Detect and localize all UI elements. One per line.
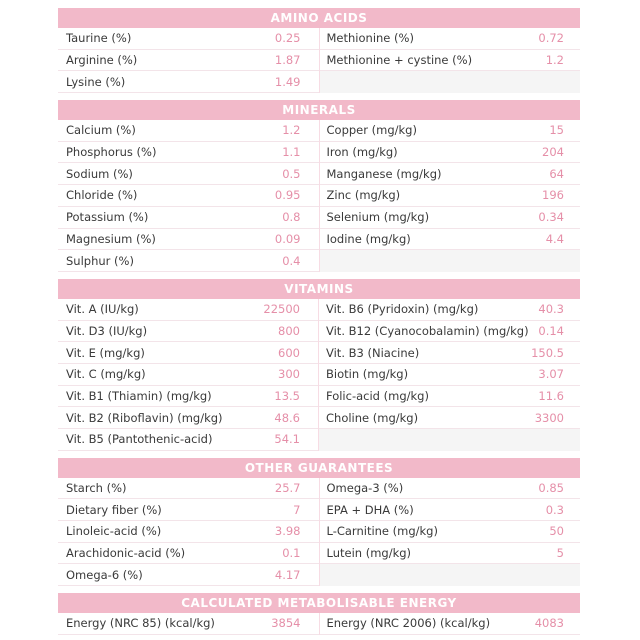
nutrient-value: 0.14 <box>538 323 564 338</box>
table-row <box>58 299 318 321</box>
table-row <box>319 342 580 364</box>
nutrient-value: 0.8 <box>282 210 301 225</box>
nutrient-label: Vit. B5 (Pantothenic-acid) <box>66 432 213 447</box>
section <box>58 8 580 93</box>
nutrient-label: Magnesium (%) <box>66 231 156 246</box>
nutrition-table <box>58 8 580 635</box>
table-row <box>320 185 581 207</box>
nutrient-value: 150.5 <box>531 345 564 360</box>
table-row <box>58 386 318 408</box>
nutrient-label: Vit. B12 (Cyanocobalamin) (mg/kg) <box>326 323 529 338</box>
right-column <box>320 120 581 272</box>
table-row <box>319 407 580 429</box>
table-row <box>58 229 319 251</box>
nutrient-value: 22500 <box>263 302 300 317</box>
table-row <box>58 564 319 586</box>
table-row <box>58 142 319 164</box>
nutrient-value: 0.09 <box>274 231 301 246</box>
nutrient-label: Arachidonic-acid (%) <box>66 546 186 561</box>
table-row <box>58 429 318 451</box>
nutrient-value: 0.34 <box>538 210 564 225</box>
nutrient-value: 0.3 <box>545 502 564 517</box>
table-row <box>320 478 581 500</box>
left-column <box>58 120 320 272</box>
nutrient-label: Vit. B3 (Niacine) <box>326 345 420 360</box>
right-column <box>319 299 580 451</box>
section <box>58 100 580 272</box>
empty-cell <box>319 429 580 451</box>
table-row <box>320 229 581 251</box>
nutrient-label: Chloride (%) <box>66 188 138 203</box>
nutrient-value: 64 <box>549 166 564 181</box>
nutrient-value: 13.5 <box>274 388 300 403</box>
right-column <box>320 478 581 586</box>
nutrient-label: Folic-acid (mg/kg) <box>326 388 429 403</box>
table-row <box>58 521 319 543</box>
nutrient-label: Vit. D3 (IU/kg) <box>66 323 148 338</box>
table-row <box>58 163 319 185</box>
section-title: MINERALS <box>58 100 580 120</box>
table-row <box>58 250 319 272</box>
nutrient-label: Linoleic-acid (%) <box>66 524 162 539</box>
nutrient-value: 0.4 <box>282 253 301 268</box>
table-row <box>320 120 581 142</box>
table-row <box>58 50 319 72</box>
section-body <box>58 299 580 451</box>
table-row <box>58 185 319 207</box>
left-column <box>58 28 320 93</box>
nutrient-label: Arginine (%) <box>66 53 138 68</box>
table-row <box>320 207 581 229</box>
table-row <box>319 364 580 386</box>
table-row <box>320 50 581 72</box>
section <box>58 279 580 451</box>
table-row <box>319 321 580 343</box>
nutrient-label: Iodine (mg/kg) <box>326 231 411 246</box>
right-column <box>320 613 581 635</box>
table-row <box>58 207 319 229</box>
table-row <box>58 613 319 635</box>
nutrient-label: Sulphur (%) <box>66 253 134 268</box>
section <box>58 593 580 635</box>
table-row <box>319 386 580 408</box>
nutrient-label: Vit. E (mg/kg) <box>66 345 145 360</box>
nutrient-label: Vit. C (mg/kg) <box>66 367 146 382</box>
nutrient-value: 3854 <box>271 616 301 631</box>
nutrient-value: 3300 <box>534 410 564 425</box>
nutrient-label: Vit. B6 (Pyridoxin) (mg/kg) <box>326 302 479 317</box>
nutrient-value: 0.1 <box>282 546 301 561</box>
nutrient-value: 0.25 <box>274 31 301 46</box>
table-row <box>58 499 319 521</box>
nutrient-label: Manganese (mg/kg) <box>326 166 442 181</box>
table-row <box>58 28 319 50</box>
nutrient-value: 196 <box>542 188 564 203</box>
nutrient-value: 3.98 <box>274 524 301 539</box>
nutrient-label: Zinc (mg/kg) <box>326 188 401 203</box>
table-row <box>319 299 580 321</box>
nutrient-label: Vit. A (IU/kg) <box>66 302 139 317</box>
nutrient-label: Choline (mg/kg) <box>326 410 419 425</box>
nutrient-value: 54.1 <box>274 432 300 447</box>
nutrient-label: Copper (mg/kg) <box>326 123 417 138</box>
nutrient-label: Energy (NRC 2006) (kcal/kg) <box>326 616 491 631</box>
table-row <box>58 120 319 142</box>
nutrient-value: 15 <box>549 123 564 138</box>
nutrient-label: Biotin (mg/kg) <box>326 367 409 382</box>
empty-cell <box>320 71 581 93</box>
section-title: AMINO ACIDS <box>58 8 580 28</box>
nutrient-value: 4083 <box>534 616 564 631</box>
section-body <box>58 28 580 93</box>
nutrient-value: 4.4 <box>545 231 564 246</box>
nutrient-label: Methionine (%) <box>326 31 414 46</box>
nutrient-label: L-Carnitine (mg/kg) <box>326 524 438 539</box>
right-column <box>320 28 581 93</box>
section-title: CALCULATED METABOLISABLE ENERGY <box>58 593 580 613</box>
table-row <box>320 142 581 164</box>
nutrient-value: 4.17 <box>274 567 301 582</box>
nutrient-value: 11.6 <box>538 388 564 403</box>
nutrient-label: Omega-3 (%) <box>326 481 404 496</box>
nutrient-value: 800 <box>278 323 300 338</box>
nutrient-value: 204 <box>542 145 564 160</box>
nutrient-value: 1.2 <box>545 53 564 68</box>
nutrient-value: 48.6 <box>274 410 300 425</box>
table-row <box>320 521 581 543</box>
table-row <box>320 543 581 565</box>
table-row <box>58 71 319 93</box>
nutrient-value: 1.2 <box>282 123 301 138</box>
section-body <box>58 478 580 586</box>
empty-cell <box>320 250 581 272</box>
nutrient-label: Lutein (mg/kg) <box>326 546 412 561</box>
nutrient-label: Selenium (mg/kg) <box>326 210 430 225</box>
nutrient-label: Starch (%) <box>66 481 127 496</box>
nutrient-label: Potassium (%) <box>66 210 149 225</box>
nutrient-value: 7 <box>293 502 301 517</box>
table-row <box>320 28 581 50</box>
table-row <box>58 321 318 343</box>
section-title: OTHER GUARANTEES <box>58 458 580 478</box>
nutrient-label: Taurine (%) <box>66 31 132 46</box>
left-column <box>58 478 320 586</box>
table-row <box>58 342 318 364</box>
table-row <box>58 364 318 386</box>
nutrient-label: Dietary fiber (%) <box>66 502 162 517</box>
nutrient-value: 600 <box>278 345 300 360</box>
table-row <box>58 478 319 500</box>
table-row <box>320 613 581 635</box>
table-row <box>58 543 319 565</box>
nutrient-value: 1.49 <box>274 74 301 89</box>
left-column <box>58 299 319 451</box>
nutrient-value: 5 <box>556 546 564 561</box>
section-body <box>58 613 580 635</box>
section-body <box>58 120 580 272</box>
nutrient-label: Calcium (%) <box>66 123 136 138</box>
nutrient-value: 3.07 <box>538 367 564 382</box>
nutrient-value: 0.72 <box>538 31 564 46</box>
nutrient-value: 1.87 <box>274 53 301 68</box>
empty-cell <box>320 564 581 586</box>
table-row <box>58 407 318 429</box>
nutrient-label: EPA + DHA (%) <box>326 502 414 517</box>
left-column <box>58 613 320 635</box>
nutrient-label: Phosphorus (%) <box>66 145 157 160</box>
nutrient-label: Vit. B1 (Thiamin) (mg/kg) <box>66 388 212 403</box>
nutrient-value: 50 <box>549 524 564 539</box>
nutrient-value: 40.3 <box>538 302 564 317</box>
nutrient-value: 0.85 <box>538 481 564 496</box>
nutrient-label: Vit. B2 (Riboflavin) (mg/kg) <box>66 410 223 425</box>
section <box>58 458 580 586</box>
nutrient-label: Lysine (%) <box>66 74 126 89</box>
nutrient-value: 300 <box>278 367 300 382</box>
table-row <box>320 163 581 185</box>
nutrient-label: Sodium (%) <box>66 166 133 181</box>
nutrient-value: 0.95 <box>274 188 301 203</box>
nutrient-label: Omega-6 (%) <box>66 567 143 582</box>
nutrient-label: Energy (NRC 85) (kcal/kg) <box>66 616 215 631</box>
nutrient-value: 25.7 <box>274 481 301 496</box>
section-title: VITAMINS <box>58 279 580 299</box>
table-row <box>320 499 581 521</box>
nutrient-label: Iron (mg/kg) <box>326 145 398 160</box>
nutrient-label: Methionine + cystine (%) <box>326 53 473 68</box>
nutrient-value: 0.5 <box>282 166 301 181</box>
nutrient-value: 1.1 <box>282 145 301 160</box>
